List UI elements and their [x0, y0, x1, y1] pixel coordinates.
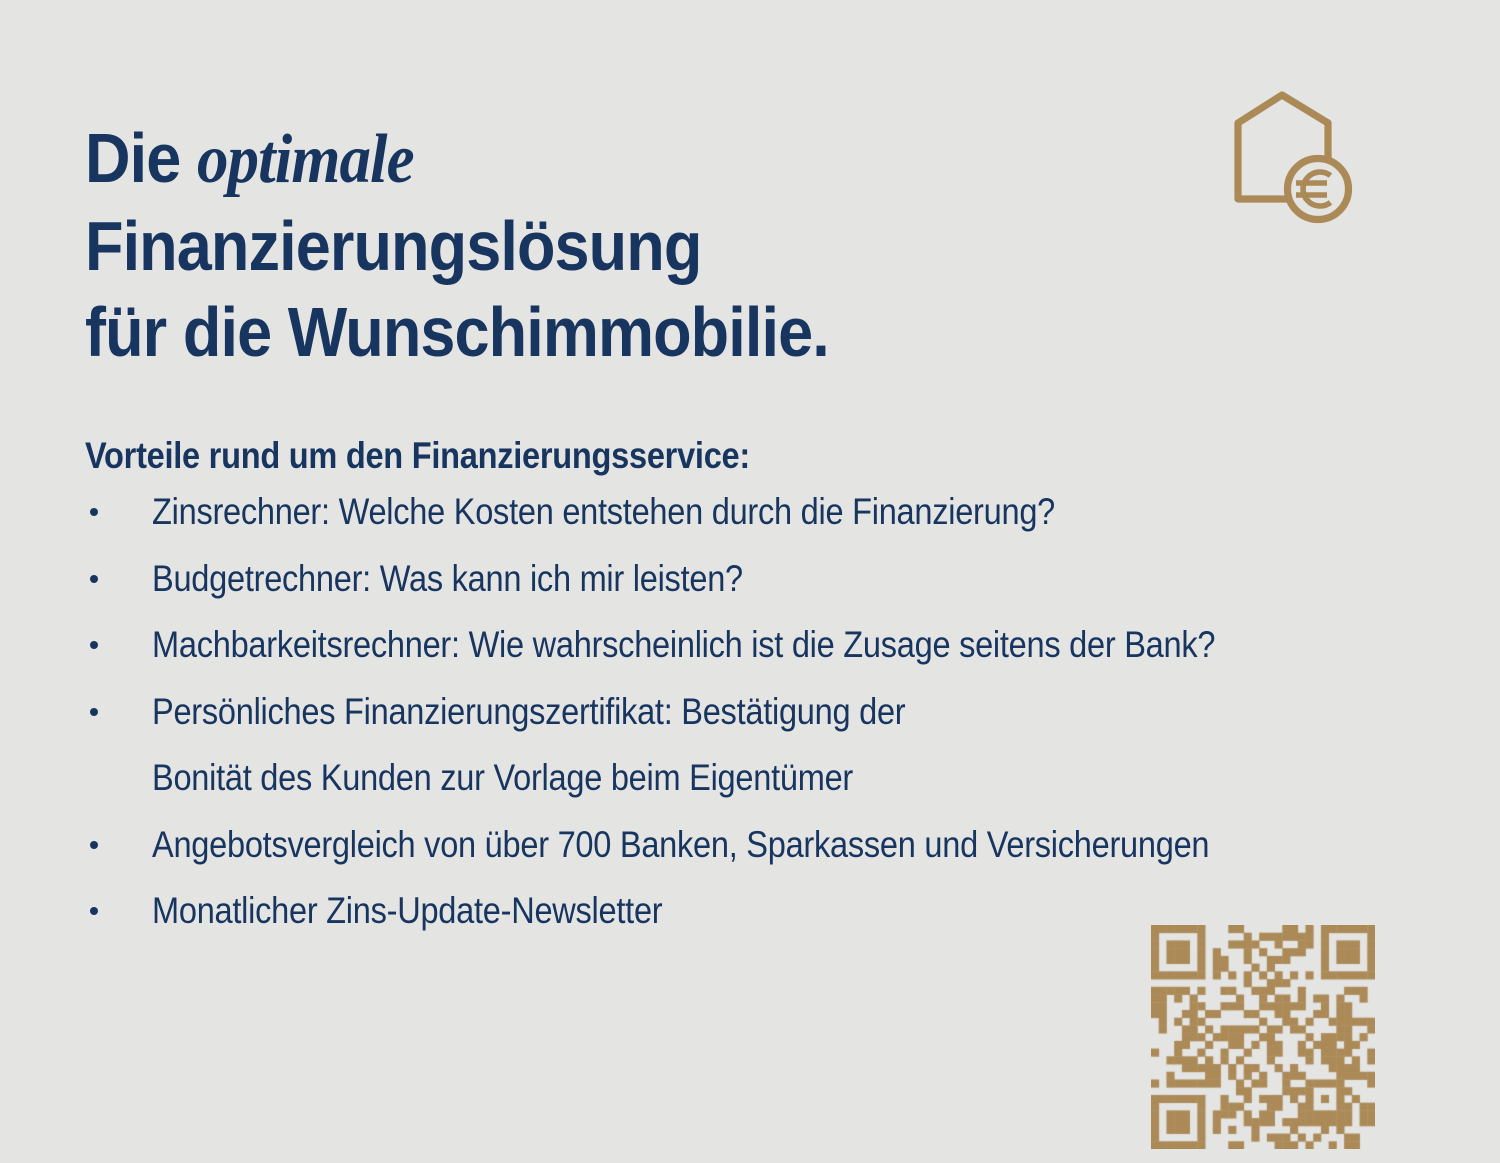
bullet-text: Zinsrechner: Welche Kosten entstehen durch die Finanzierung?	[152, 491, 1056, 532]
house-with-euro-coin-icon	[1215, 85, 1360, 235]
list-item	[85, 546, 1360, 613]
title-prefix: Die	[85, 119, 197, 197]
bullet-dot-icon	[90, 841, 98, 849]
title-line-1	[85, 115, 911, 203]
bullet-dot-icon	[90, 708, 98, 716]
title-italic-word: optimale	[196, 121, 414, 198]
list-item	[85, 812, 1360, 879]
bullet-text: Angebotsvergleich von über 700 Banken, Sparkassen und Versicherungen	[152, 823, 1210, 865]
bullet-text: Persönliches Finanzierungszertifikat: Bestätigung der	[152, 690, 906, 732]
bullet-text: Monatlicher Zins-Update-Newsletter	[152, 890, 663, 931]
list-item	[85, 679, 1360, 812]
bullet-text: Machbarkeitsrechner: Wie wahrscheinlich ist die Zusage seitens der Bank?	[152, 624, 1216, 665]
page-title	[85, 115, 911, 375]
bullet-dot-icon	[90, 508, 98, 516]
bullet-text: Bonität des Kunden zur Vorlage beim Eigentümer	[152, 757, 854, 798]
qr-code	[1151, 925, 1375, 1149]
bullet-dot-icon	[90, 575, 98, 583]
benefits-list	[85, 479, 1360, 945]
bullet-text: Budgetrechner: Was kann ich mir leisten?	[152, 557, 743, 599]
list-item	[85, 479, 1360, 546]
title-line-3: für die Wunschimmobilie.	[85, 293, 829, 371]
bullet-dot-icon	[90, 907, 98, 915]
benefits-heading: Vorteile rund um den Finanzierungsservice:	[85, 435, 750, 476]
title-line-2: Finanzierungslösung	[85, 207, 702, 285]
bullet-dot-icon	[90, 641, 98, 649]
list-item	[85, 612, 1360, 679]
